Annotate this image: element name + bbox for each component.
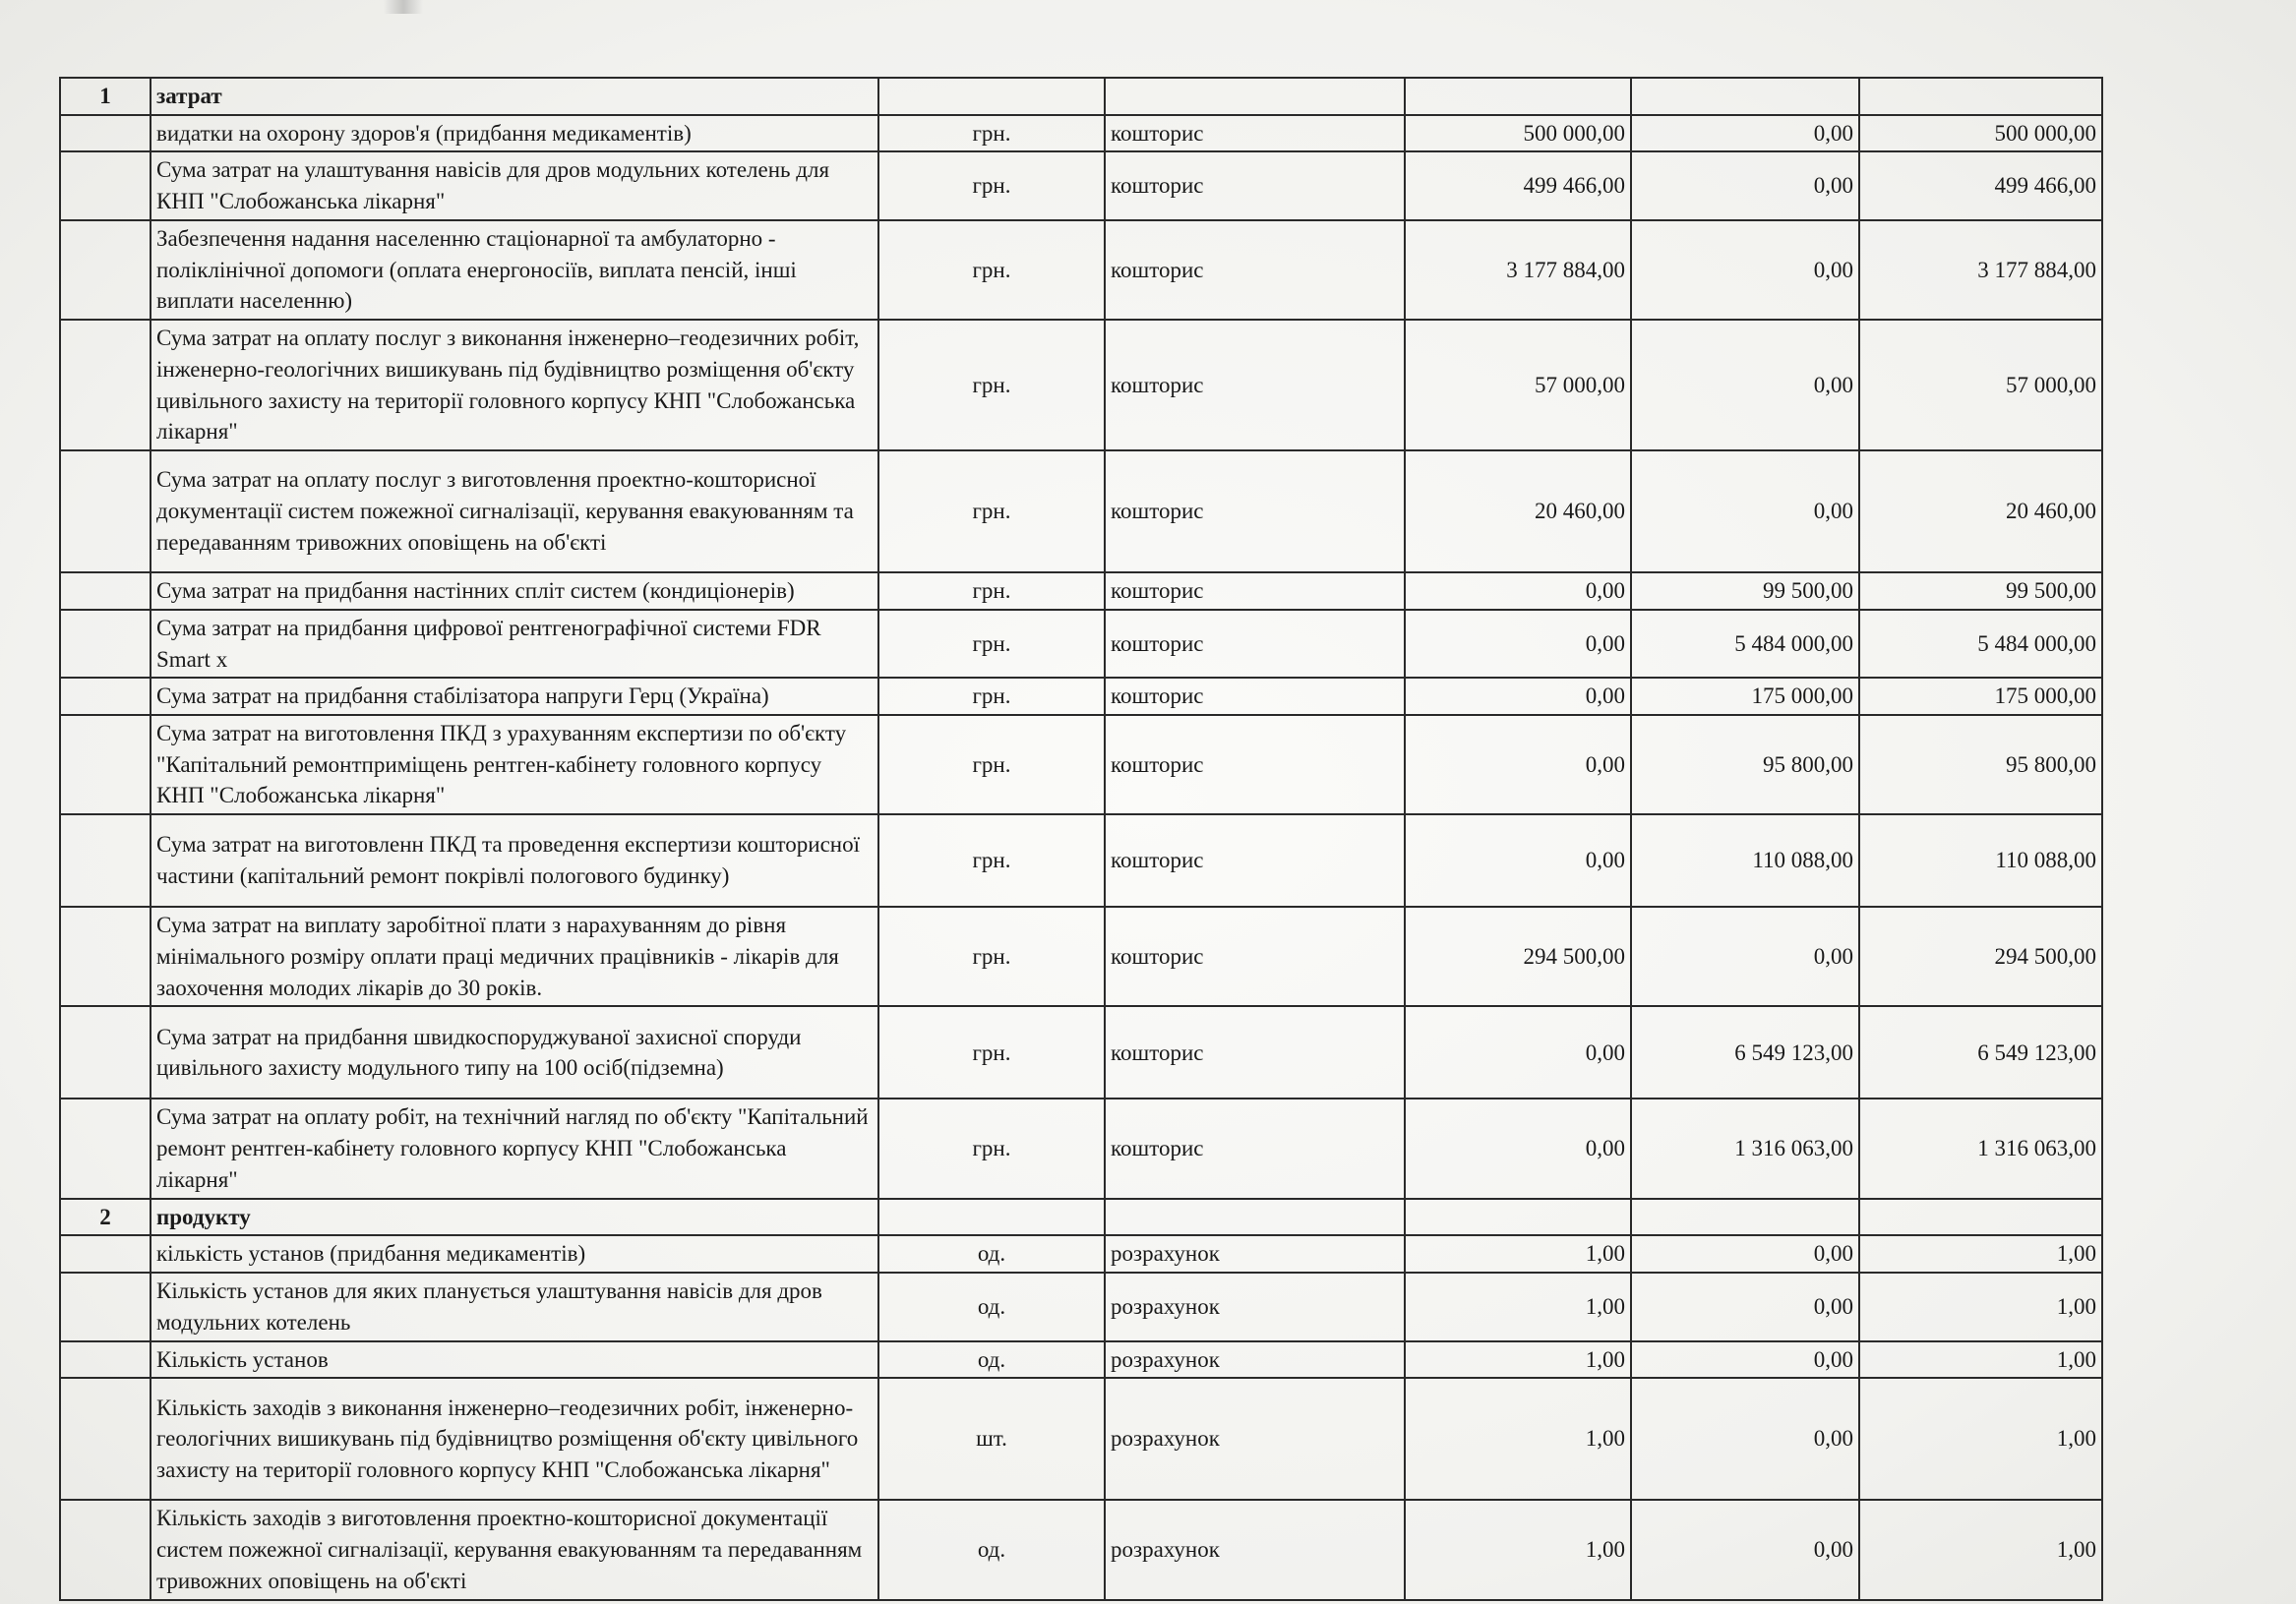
- source-cell: кошторис: [1105, 907, 1405, 1006]
- empty-cell: [1631, 78, 1859, 115]
- section-row: [60, 78, 2102, 115]
- empty-cell: [1405, 1199, 1631, 1236]
- value-special-fund: 0,00: [1631, 1500, 1859, 1599]
- empty-cell: [1859, 78, 2102, 115]
- section-row: [60, 1199, 2102, 1236]
- indicator-name: кількість установ (придбання медикаментів): [151, 1235, 878, 1273]
- table-row: [60, 115, 2102, 152]
- row-number-cell: [60, 678, 151, 715]
- table-row: [60, 320, 2102, 450]
- indicator-name: Сума затрат на оплату послуг з виготовлення проектно-кошторисної документації систем пожежної сигналізації, керування евакуюванням та передаванням тривожних оповіщень на об'єкті: [151, 450, 878, 572]
- value-special-fund: 5 484 000,00: [1631, 610, 1859, 678]
- row-number-cell: [60, 450, 151, 572]
- value-general-fund: 0,00: [1405, 678, 1631, 715]
- row-number-cell: [60, 1235, 151, 1273]
- table-row: [60, 1273, 2102, 1340]
- unit-cell: грн.: [878, 1099, 1105, 1198]
- indicator-name: Сума затрат на виготовлення ПКД з урахуванням експертизи по об'єкту "Капітальний ремонтприміщень рентген-кабінету головного корпусу КНП "Слобожанська лікарня": [151, 715, 878, 814]
- value-special-fund: 6 549 123,00: [1631, 1006, 1859, 1099]
- unit-cell: од.: [878, 1500, 1105, 1599]
- value-special-fund: 1 316 063,00: [1631, 1099, 1859, 1198]
- empty-cell: [1105, 1199, 1405, 1236]
- table-row: [60, 220, 2102, 320]
- table-row: [60, 814, 2102, 907]
- value-general-fund: 0,00: [1405, 814, 1631, 907]
- unit-cell: грн.: [878, 115, 1105, 152]
- indicator-name: Сума затрат на улаштування навісів для дров модульних котелень для КНП "Слобожанська лікарня": [151, 151, 878, 219]
- unit-cell: грн.: [878, 610, 1105, 678]
- row-number-cell: [60, 320, 151, 450]
- value-special-fund: 0,00: [1631, 151, 1859, 219]
- value-total: 95 800,00: [1859, 715, 2102, 814]
- source-cell: розрахунок: [1105, 1273, 1405, 1340]
- value-total: 57 000,00: [1859, 320, 2102, 450]
- value-general-fund: 1,00: [1405, 1273, 1631, 1340]
- source-cell: розрахунок: [1105, 1235, 1405, 1273]
- source-cell: кошторис: [1105, 572, 1405, 610]
- value-general-fund: 1,00: [1405, 1378, 1631, 1500]
- table-body: [60, 78, 2102, 1600]
- table-row: [60, 610, 2102, 678]
- source-cell: кошторис: [1105, 715, 1405, 814]
- value-special-fund: 0,00: [1631, 220, 1859, 320]
- value-general-fund: 0,00: [1405, 715, 1631, 814]
- table-row: [60, 1235, 2102, 1273]
- section-number: 1: [60, 78, 151, 115]
- unit-cell: грн.: [878, 907, 1105, 1006]
- source-cell: кошторис: [1105, 320, 1405, 450]
- unit-cell: грн.: [878, 450, 1105, 572]
- value-total: 1 316 063,00: [1859, 1099, 2102, 1198]
- empty-cell: [1631, 1199, 1859, 1236]
- table-row: [60, 1341, 2102, 1379]
- value-special-fund: 0,00: [1631, 1235, 1859, 1273]
- indicator-name: Сума затрат на виготовленн ПКД та проведення експертизи кошторисної частини (капітальний ремонт покрівлі пологового будинку): [151, 814, 878, 907]
- row-number-cell: [60, 715, 151, 814]
- table-row: [60, 1099, 2102, 1198]
- value-total: 3 177 884,00: [1859, 220, 2102, 320]
- scan-smudge: [384, 0, 423, 14]
- value-total: 1,00: [1859, 1378, 2102, 1500]
- unit-cell: шт.: [878, 1378, 1105, 1500]
- source-cell: кошторис: [1105, 220, 1405, 320]
- unit-cell: грн.: [878, 320, 1105, 450]
- value-general-fund: 500 000,00: [1405, 115, 1631, 152]
- value-total: 499 466,00: [1859, 151, 2102, 219]
- source-cell: кошторис: [1105, 151, 1405, 219]
- table-row: [60, 450, 2102, 572]
- row-number-cell: [60, 814, 151, 907]
- value-total: 1,00: [1859, 1500, 2102, 1599]
- value-general-fund: 1,00: [1405, 1235, 1631, 1273]
- value-general-fund: 1,00: [1405, 1500, 1631, 1599]
- section-number: 2: [60, 1199, 151, 1236]
- unit-cell: грн.: [878, 1006, 1105, 1099]
- indicator-name: Сума затрат на оплату робіт, на технічний нагляд по об'єкту "Капітальний ремонт рентген-кабінету головного корпусу КНП "Слобожанська лікарня": [151, 1099, 878, 1198]
- row-number-cell: [60, 151, 151, 219]
- value-total: 99 500,00: [1859, 572, 2102, 610]
- source-cell: кошторис: [1105, 1006, 1405, 1099]
- value-general-fund: 499 466,00: [1405, 151, 1631, 219]
- value-total: 1,00: [1859, 1273, 2102, 1340]
- value-total: 110 088,00: [1859, 814, 2102, 907]
- value-general-fund: 20 460,00: [1405, 450, 1631, 572]
- indicator-name: Сума затрат на придбання цифрової рентгенографічної системи FDR Smart x: [151, 610, 878, 678]
- empty-cell: [1859, 1199, 2102, 1236]
- indicator-name: Кількість заходів з виготовлення проектно-кошторисної документації систем пожежної сигналізації, керування евакуюванням та передаванням тривожних оповіщень на об'єкті: [151, 1500, 878, 1599]
- unit-cell: од.: [878, 1235, 1105, 1273]
- table-row: [60, 1006, 2102, 1099]
- empty-cell: [1105, 78, 1405, 115]
- row-number-cell: [60, 1099, 151, 1198]
- indicator-name: Кількість установ: [151, 1341, 878, 1379]
- row-number-cell: [60, 610, 151, 678]
- source-cell: кошторис: [1105, 1099, 1405, 1198]
- section-title: затрат: [151, 78, 878, 115]
- value-total: 20 460,00: [1859, 450, 2102, 572]
- row-number-cell: [60, 115, 151, 152]
- indicator-name: Сума затрат на виплату заробітної плати з нарахуванням до рівня мінімального розміру оплати праці медичних працівників - лікарів для заохочення молодих лікарів до 30 років.: [151, 907, 878, 1006]
- table-row: [60, 572, 2102, 610]
- unit-cell: грн.: [878, 678, 1105, 715]
- value-special-fund: 0,00: [1631, 907, 1859, 1006]
- indicators-table: [59, 77, 2103, 1601]
- source-cell: розрахунок: [1105, 1341, 1405, 1379]
- unit-cell: грн.: [878, 151, 1105, 219]
- value-general-fund: 0,00: [1405, 610, 1631, 678]
- source-cell: кошторис: [1105, 678, 1405, 715]
- row-number-cell: [60, 1006, 151, 1099]
- indicator-name: Сума затрат на придбання швидкоспоруджуваної захисної споруди цивільного захисту модульного типу на 100 осіб(підземна): [151, 1006, 878, 1099]
- table-row: [60, 907, 2102, 1006]
- value-total: 175 000,00: [1859, 678, 2102, 715]
- unit-cell: грн.: [878, 814, 1105, 907]
- source-cell: кошторис: [1105, 450, 1405, 572]
- row-number-cell: [60, 1378, 151, 1500]
- table-row: [60, 151, 2102, 219]
- empty-cell: [878, 1199, 1105, 1236]
- empty-cell: [878, 78, 1105, 115]
- value-total: 1,00: [1859, 1235, 2102, 1273]
- source-cell: кошторис: [1105, 610, 1405, 678]
- unit-cell: од.: [878, 1341, 1105, 1379]
- value-special-fund: 0,00: [1631, 320, 1859, 450]
- value-special-fund: 99 500,00: [1631, 572, 1859, 610]
- row-number-cell: [60, 1273, 151, 1340]
- value-special-fund: 175 000,00: [1631, 678, 1859, 715]
- value-special-fund: 0,00: [1631, 1273, 1859, 1340]
- value-general-fund: 3 177 884,00: [1405, 220, 1631, 320]
- table-row: [60, 678, 2102, 715]
- value-special-fund: 0,00: [1631, 1341, 1859, 1379]
- value-total: 5 484 000,00: [1859, 610, 2102, 678]
- indicator-name: Забезпечення надання населенню стаціонарної та амбулаторно - поліклінічної допомоги (оплата енергоносіїв, виплата пенсій, інші виплати населенню): [151, 220, 878, 320]
- row-number-cell: [60, 907, 151, 1006]
- source-cell: розрахунок: [1105, 1500, 1405, 1599]
- value-total: 294 500,00: [1859, 907, 2102, 1006]
- indicator-name: Кількість установ для яких планується улаштування навісів для дров модульних котелень: [151, 1273, 878, 1340]
- row-number-cell: [60, 572, 151, 610]
- empty-cell: [1405, 78, 1631, 115]
- row-number-cell: [60, 220, 151, 320]
- indicator-name: видатки на охорону здоров'я (придбання медикаментів): [151, 115, 878, 152]
- table-row: [60, 1378, 2102, 1500]
- table-row: [60, 715, 2102, 814]
- value-total: 1,00: [1859, 1341, 2102, 1379]
- unit-cell: грн.: [878, 715, 1105, 814]
- indicator-name: Сума затрат на оплату послуг з виконання інженерно–геодезичних робіт, інженерно-геологічних вишикувань під будівництво розміщення об'єкту цивільного захисту на території головного корпусу КНП "Слобожанська лікарня": [151, 320, 878, 450]
- indicator-name: Сума затрат на придбання настінних спліт систем (кондиціонерів): [151, 572, 878, 610]
- value-general-fund: 1,00: [1405, 1341, 1631, 1379]
- section-title: продукту: [151, 1199, 878, 1236]
- value-special-fund: 95 800,00: [1631, 715, 1859, 814]
- source-cell: кошторис: [1105, 814, 1405, 907]
- table-row: [60, 1500, 2102, 1599]
- source-cell: розрахунок: [1105, 1378, 1405, 1500]
- value-general-fund: 0,00: [1405, 1099, 1631, 1198]
- row-number-cell: [60, 1500, 151, 1599]
- value-special-fund: 0,00: [1631, 115, 1859, 152]
- value-general-fund: 0,00: [1405, 572, 1631, 610]
- source-cell: кошторис: [1105, 115, 1405, 152]
- row-number-cell: [60, 1341, 151, 1379]
- value-total: 500 000,00: [1859, 115, 2102, 152]
- value-special-fund: 0,00: [1631, 450, 1859, 572]
- value-general-fund: 294 500,00: [1405, 907, 1631, 1006]
- unit-cell: од.: [878, 1273, 1105, 1340]
- value-special-fund: 110 088,00: [1631, 814, 1859, 907]
- value-general-fund: 0,00: [1405, 1006, 1631, 1099]
- value-special-fund: 0,00: [1631, 1378, 1859, 1500]
- indicator-name: Кількість заходів з виконання інженерно–геодезичних робіт, інженерно-геологічних вишикувань під будівництво розміщення об'єкту цивільного захисту на території головного корпусу КНП "Слобожанська лікарня": [151, 1378, 878, 1500]
- value-total: 6 549 123,00: [1859, 1006, 2102, 1099]
- unit-cell: грн.: [878, 572, 1105, 610]
- value-general-fund: 57 000,00: [1405, 320, 1631, 450]
- indicator-name: Сума затрат на придбання стабілізатора напруги Герц (Україна): [151, 678, 878, 715]
- unit-cell: грн.: [878, 220, 1105, 320]
